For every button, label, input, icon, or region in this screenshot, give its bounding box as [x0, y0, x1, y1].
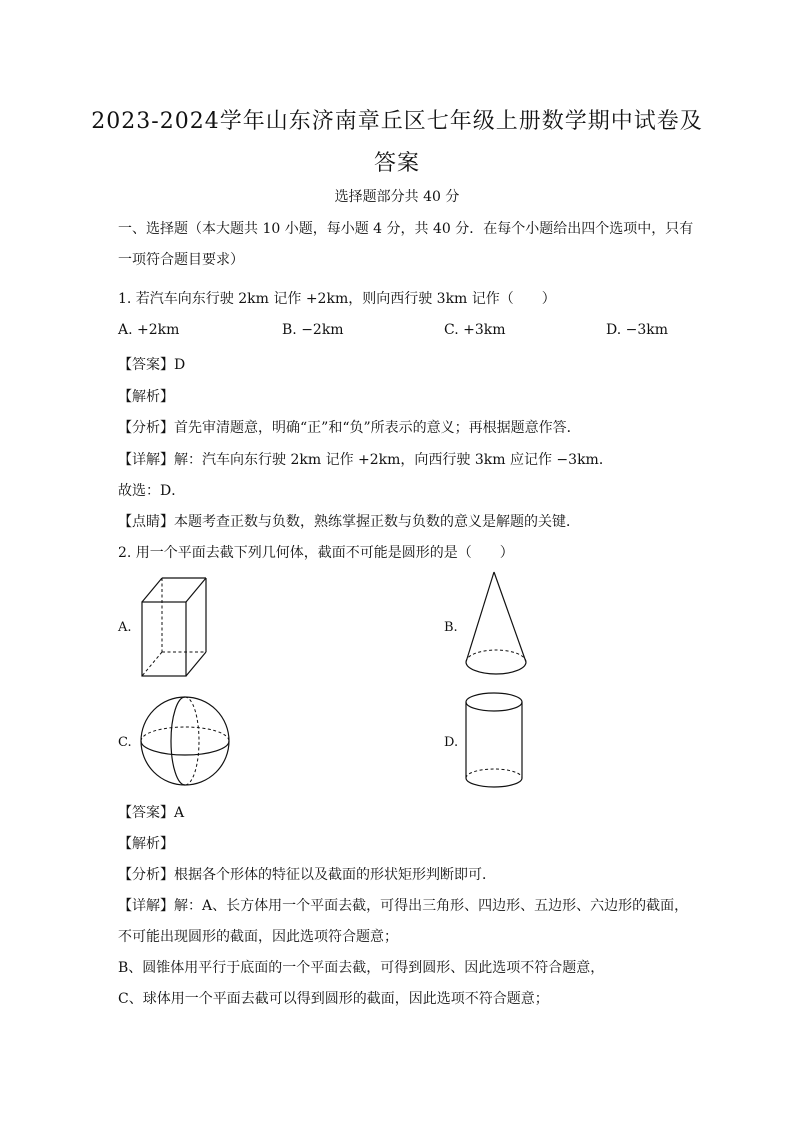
q1-analysis-label: 【解析】 [118, 389, 174, 405]
q1-option-a: A. +2km [118, 322, 180, 338]
q1-xiangjie: 【详解】解：汽车向东行驶 2km 记作 +2km，向西行驶 3km 应记作 −3km． [118, 452, 613, 468]
section-header: 选择题部分共 40 分 [334, 189, 460, 205]
q1-dianjing: 【点睛】本题考查正数与负数，熟练掌握正数与负数的意义是解题的关键． [118, 514, 580, 530]
cuboid-figure [138, 574, 210, 680]
q2-xiangjie-line3: B、圆锥体用平行于底面的一个平面去截，可得到圆形、因此选项不符合题意， [118, 960, 605, 976]
q1-option-d: D. −3km [606, 322, 669, 338]
q2-option-d-label: D. [444, 735, 459, 750]
q2-fenxi: 【分析】根据各个形体的特征以及截面的形状矩形判断即可． [118, 867, 496, 883]
q2-xiangjie-line1: 【详解】解：A、长方体用一个平面去截，可得出三角形、四边形、五边形、六边形的截面， [118, 898, 689, 914]
q1-option-b: B. −2km [282, 322, 344, 338]
document-title-line1: 2023-2024学年山东济南章丘区七年级上册数学期中试卷及 [91, 109, 703, 134]
q2-analysis-label: 【解析】 [118, 836, 174, 852]
q2-option-b-label: B. [444, 620, 458, 635]
cone-figure [462, 568, 532, 680]
q2-xiangjie-line2: 不可能出现圆形的截面，因此选项符合题意； [118, 929, 398, 945]
q1-option-c: C. +3km [444, 322, 506, 338]
q2-answer: 【答案】A [118, 805, 185, 821]
q2-xiangjie-line4: C、球体用一个平面去截可以得到圆形的截面，因此选项不符合题意； [118, 991, 549, 1007]
part-heading-line1: 一、选择题（本大题共 10 小题，每小题 4 分，共 40 分．在每个小题给出四个选项中，只有 [118, 221, 694, 237]
q1-fenxi: 【分析】首先审清题意，明确“正”和“负”所表示的意义；再根据题意作答． [118, 420, 581, 436]
q1-stem: 1. 若汽车向东行驶 2km 记作 +2km，则向西行驶 3km 记作（ ） [118, 291, 556, 307]
q2-option-a-label: A. [118, 620, 132, 635]
q2-option-c-label: C. [118, 735, 132, 750]
q1-answer: 【答案】D [118, 357, 186, 373]
document-title-line2: 答案 [373, 151, 420, 176]
q1-conclusion: 故选：D． [118, 483, 186, 499]
cylinder-figure [462, 690, 526, 792]
sphere-figure [138, 694, 232, 788]
q2-stem: 2. 用一个平面去截下列几何体，截面不可能是圆形的是（ ） [118, 545, 514, 561]
part-heading-line2: 一项符合题目要求） [118, 252, 244, 268]
